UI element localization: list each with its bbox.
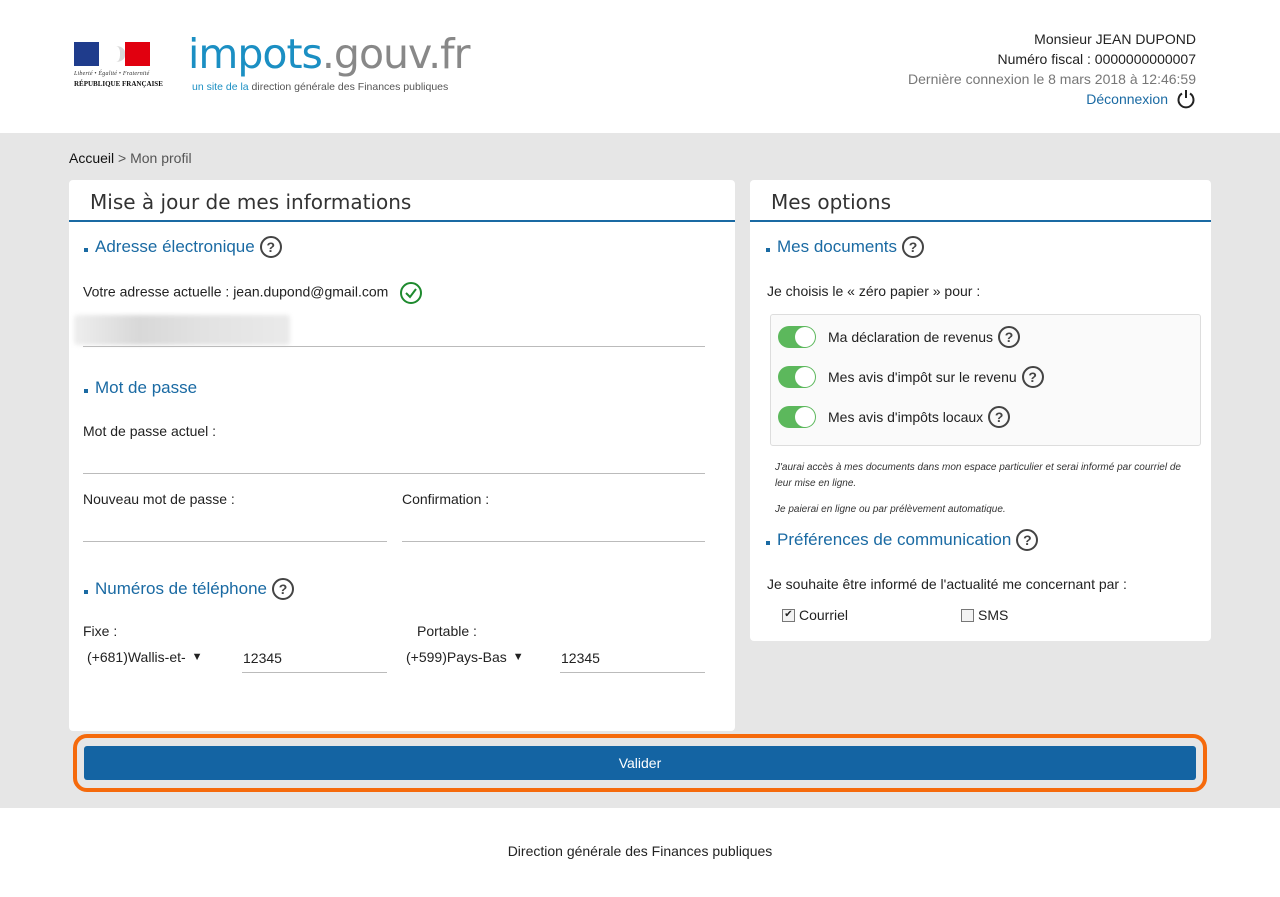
confirmation-label: Confirmation : xyxy=(402,491,490,507)
footer-text: Direction générale des Finances publiques xyxy=(507,843,773,859)
password-section-title: Mot de passe xyxy=(84,378,197,398)
sms-checkbox[interactable]: SMS xyxy=(961,607,1008,623)
comm-label: Je souhaite être informé de l'actualité me concernant par : xyxy=(767,576,1127,592)
help-icon[interactable]: ? xyxy=(1022,366,1044,388)
current-password-label: Mot de passe actuel : xyxy=(83,423,217,439)
email-section-title: Adresse électronique ? xyxy=(84,236,282,258)
help-icon[interactable]: ? xyxy=(998,326,1020,348)
power-icon xyxy=(1176,89,1196,109)
fiscal-number: Numéro fiscal : 0000000000007 xyxy=(997,51,1196,67)
current-email: Votre adresse actuelle : jean.dupond@gmail.com xyxy=(83,282,422,304)
checkbox-checked-icon[interactable]: ✔ xyxy=(782,609,795,622)
user-name: Monsieur JEAN DUPOND xyxy=(1034,31,1196,47)
documents-section-title: Mes documents ? xyxy=(766,236,924,258)
fixe-number-field[interactable] xyxy=(242,643,387,673)
phone-section-title: Numéros de téléphone ? xyxy=(84,578,294,600)
toggle-switch[interactable] xyxy=(778,366,816,388)
logout-link[interactable] xyxy=(1086,89,1196,109)
payment-note: Je paierai en ligne ou par prélèvement automatique. xyxy=(775,504,1006,515)
documents-note: J'aurai accès à mes documents dans mon espace particulier et serai informé par courriel de leur mise en ligne. xyxy=(775,462,1181,489)
portable-country-select[interactable]: (+599)Pays-Bas ▼ xyxy=(406,649,524,665)
toggle-switch[interactable] xyxy=(778,326,816,348)
courriel-checkbox[interactable]: ✔ Courriel xyxy=(782,607,848,623)
republic-label: RÉPUBLIQUE FRANÇAISE xyxy=(74,80,163,88)
fixe-label: Fixe : xyxy=(83,623,118,639)
impots-logo[interactable] xyxy=(188,32,468,96)
option-avis-revenu: Mes avis d'impôt sur le revenu ? xyxy=(778,366,1044,388)
republic-motto: Liberté • Égalité • Fraternité xyxy=(74,71,150,77)
new-password-field[interactable] xyxy=(83,512,387,542)
breadcrumb-home[interactable]: Accueil xyxy=(69,150,115,166)
logout-label: Déconnexion xyxy=(1086,91,1168,107)
submit-button[interactable]: Valider xyxy=(84,746,1196,780)
dropdown-arrow-icon: ▼ xyxy=(191,651,203,663)
email-field[interactable] xyxy=(83,317,705,347)
panel-title: Mes options xyxy=(750,180,1211,222)
portable-number-field[interactable] xyxy=(560,643,705,673)
help-icon[interactable]: ? xyxy=(902,236,924,258)
confirmation-field[interactable] xyxy=(402,512,705,542)
comm-section-title: Préférences de communication ? xyxy=(766,529,1038,551)
option-avis-locaux: Mes avis d'impôts locaux ? xyxy=(778,406,1010,428)
new-password-label: Nouveau mot de passe : xyxy=(83,491,235,507)
help-icon[interactable]: ? xyxy=(1016,529,1038,551)
help-icon[interactable]: ? xyxy=(272,578,294,600)
panel-title: Mise à jour de mes informations xyxy=(69,180,735,222)
breadcrumb: Accueil > Mon profil xyxy=(69,150,192,166)
current-password-field[interactable] xyxy=(83,444,705,474)
site-header xyxy=(0,0,1280,133)
checkbox-icon[interactable] xyxy=(961,609,974,622)
logo-text-impots: impots xyxy=(188,30,322,78)
zero-paper-label: Je choisis le « zéro papier » pour : xyxy=(767,283,981,299)
logo-text-domain: .gouv.fr xyxy=(321,30,470,78)
fixe-country-select[interactable]: (+681)Wallis-et- ▼ xyxy=(87,649,203,665)
help-icon[interactable]: ? xyxy=(260,236,282,258)
option-declaration: Ma déclaration de revenus ? xyxy=(778,326,1020,348)
last-login: Dernière connexion le 8 mars 2018 à 12:46:59 xyxy=(908,71,1196,87)
help-icon[interactable]: ? xyxy=(988,406,1010,428)
check-circle-icon xyxy=(400,282,422,304)
toggle-switch[interactable] xyxy=(778,406,816,428)
french-flag-icon xyxy=(74,42,150,66)
breadcrumb-current: Mon profil xyxy=(130,150,192,166)
marianne-logo xyxy=(74,42,163,90)
dropdown-arrow-icon: ▼ xyxy=(512,651,524,663)
portable-label: Portable : xyxy=(417,623,477,639)
user-info xyxy=(908,29,1196,109)
logo-subtitle: un site de la direction générale des Finances publiques xyxy=(192,81,449,93)
